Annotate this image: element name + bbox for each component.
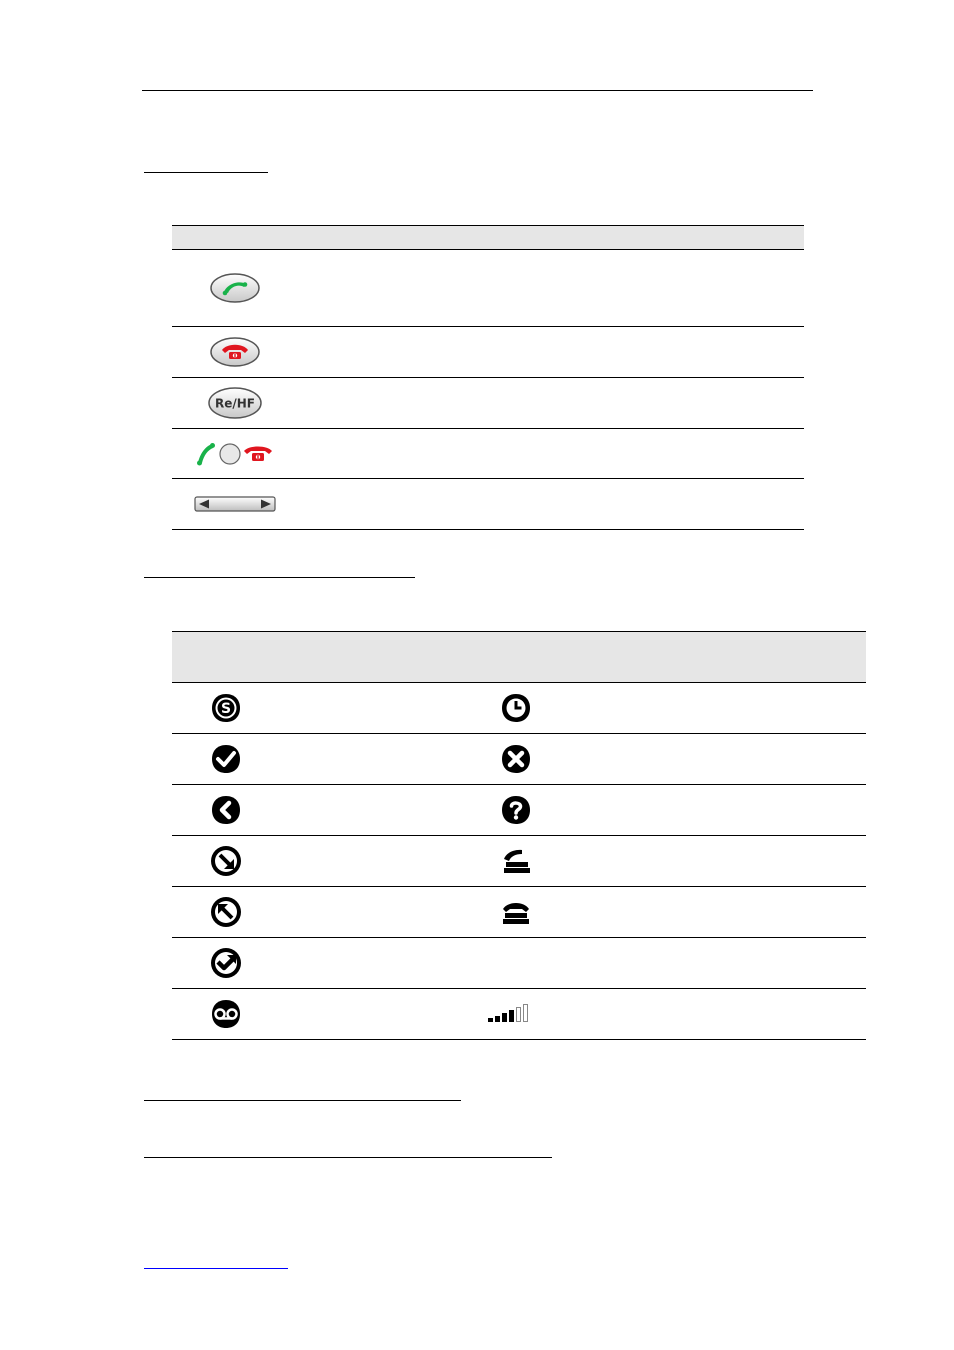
section-heading-underline-4 <box>144 1157 552 1158</box>
section-heading-underline-status-icons <box>144 577 415 578</box>
off-hook-phone-icon <box>486 836 546 886</box>
x-do-not-disturb-status-icon <box>486 734 546 784</box>
table-row <box>172 429 804 479</box>
skype-s-status-icon <box>196 683 256 733</box>
keys-table-header <box>172 225 804 250</box>
outgoing-call-arrow-icon <box>196 887 256 937</box>
navigation-key-description <box>302 479 804 529</box>
clock-away-status-icon <box>486 683 546 733</box>
check-online-status-icon <box>196 734 256 784</box>
end-call-key-icon <box>172 327 298 377</box>
call-key-description <box>302 250 804 326</box>
status-icons-table-header <box>172 631 866 683</box>
table-row <box>172 479 804 530</box>
table-row <box>172 887 866 938</box>
keys-table <box>172 225 804 530</box>
status-icons-table <box>172 631 866 1040</box>
back-arrow-status-icon <box>196 785 256 835</box>
forwarded-call-icon <box>196 938 256 988</box>
header-rule <box>142 90 813 91</box>
signal-strength-icon <box>486 989 546 1039</box>
question-unknown-status-icon <box>486 785 546 835</box>
section-heading-underline-keys <box>144 172 268 173</box>
on-hook-phone-icon <box>486 887 546 937</box>
table-row <box>172 989 866 1040</box>
left-right-navigation-key-icon <box>172 479 298 529</box>
voicemail-icon <box>196 989 256 1039</box>
table-row <box>172 938 866 989</box>
table-row <box>172 836 866 887</box>
link-underline[interactable] <box>144 1268 288 1269</box>
redial-handsfree-key-icon <box>172 378 298 428</box>
end-call-key-description <box>302 327 804 377</box>
table-row <box>172 327 804 378</box>
incoming-call-arrow-icon <box>196 836 256 886</box>
call-joystick-end-icon <box>172 429 298 478</box>
joystick-description <box>302 429 804 478</box>
table-row <box>172 683 866 734</box>
call-key-icon <box>172 250 298 326</box>
table-row <box>172 378 804 429</box>
section-heading-underline-3 <box>144 1100 461 1101</box>
redial-key-label: Re/HF <box>214 396 256 411</box>
redial-key-description <box>302 378 804 428</box>
table-row <box>172 785 866 836</box>
table-row <box>172 250 804 327</box>
svg-text:S: S <box>220 701 232 717</box>
table-row <box>172 734 866 785</box>
